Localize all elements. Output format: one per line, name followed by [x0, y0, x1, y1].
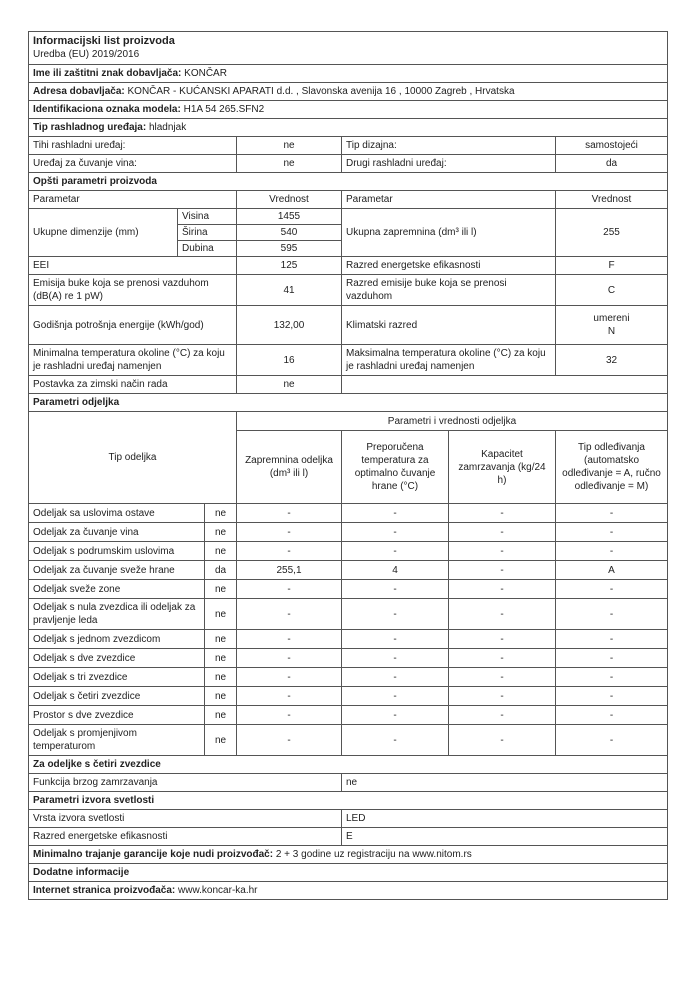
- model-id-label: Identifikaciona oznaka modela:: [33, 104, 181, 115]
- warranty-label: Minimalno trajanje garancije koje nudi proizvođač:: [33, 849, 274, 860]
- width-value: 540: [237, 225, 342, 241]
- compartment-volume: -: [237, 523, 342, 542]
- compartment-row: [29, 706, 668, 725]
- additional-section-title: Dodatne informacije: [29, 864, 668, 882]
- compartment-defrost: -: [556, 687, 668, 706]
- compartment-defrost: -: [556, 542, 668, 561]
- eei-value: 125: [237, 257, 342, 275]
- compartment-volume: -: [237, 599, 342, 630]
- height-label: Visina: [178, 209, 237, 225]
- compartment-capacity: -: [449, 630, 556, 649]
- light-class-value: E: [342, 828, 668, 846]
- compartment-capacity: -: [449, 649, 556, 668]
- compartment-name: Odeljak za čuvanje vina: [29, 523, 205, 542]
- compartment-name: Odeljak s jednom zvezdicom: [29, 630, 205, 649]
- compartment-row: [29, 630, 668, 649]
- other-label: Drugi rashladni uređaj:: [342, 155, 556, 173]
- general-header-row: [29, 191, 668, 209]
- compartment-present: ne: [205, 542, 237, 561]
- consumption-label: Godišnja potrošnja energije (kWh/god): [29, 306, 237, 345]
- appliance-type-row: [29, 119, 668, 137]
- climate-value: [556, 306, 668, 345]
- supplier-name-label: Ime ili zaštitni znak dobavljača:: [33, 68, 182, 79]
- compartment-capacity: -: [449, 687, 556, 706]
- compartment-row: [29, 561, 668, 580]
- compartment-row: [29, 542, 668, 561]
- depth-value: 595: [237, 241, 342, 257]
- design-label: Tip dizajna:: [342, 137, 556, 155]
- noise-value: 41: [237, 275, 342, 306]
- col-param-right: Parametar: [342, 191, 556, 209]
- wine-other-row: [29, 155, 668, 173]
- compartment-volume: -: [237, 580, 342, 599]
- max-temp-label: Maksimalna temperatura okoline (°C) za koju je rashladni uređaj namenjen: [342, 345, 556, 376]
- compartment-name: Prostor s dve zvezdice: [29, 706, 205, 725]
- compartment-volume: -: [237, 504, 342, 523]
- supplier-address-label: Adresa dobavljača:: [33, 86, 125, 97]
- depth-label: Dubina: [178, 241, 237, 257]
- energy-class-label: Razred energetske efikasnosti: [342, 257, 556, 275]
- winter-row: [29, 376, 668, 394]
- compartment-present: da: [205, 561, 237, 580]
- compartment-temp: -: [342, 599, 449, 630]
- dimension-height-row: [29, 209, 668, 225]
- supplier-address-value: KONČAR - KUĆANSKI APARATI d.d. , Slavonska avenija 16 , 10000 Zagreb , Hrvatska: [124, 86, 515, 97]
- compartment-temp: -: [342, 580, 449, 599]
- compartment-present: ne: [205, 630, 237, 649]
- compartment-temp: 4: [342, 561, 449, 580]
- compartment-name: Odeljak s podrumskim uslovima: [29, 542, 205, 561]
- compartment-present: ne: [205, 580, 237, 599]
- light-section-row: [29, 792, 668, 810]
- regulation-reference: Uredba (EU) 2019/2016: [33, 49, 140, 60]
- compartment-capacity: -: [449, 561, 556, 580]
- other-value: da: [556, 155, 668, 173]
- quiet-label: Tihi rashladni uređaj:: [29, 137, 237, 155]
- compartment-present: ne: [205, 706, 237, 725]
- compartment-name: Odeljak s nula zvezdica ili odeljak za pravljenje leda: [29, 599, 205, 630]
- appliance-type-value: hladnjak: [146, 122, 187, 133]
- compartment-defrost: -: [556, 649, 668, 668]
- empty-cell: [342, 376, 668, 394]
- winter-value: ne: [237, 376, 342, 394]
- width-label: Širina: [178, 225, 237, 241]
- light-class-row: [29, 828, 668, 846]
- wine-label: Uređaj za čuvanje vina:: [29, 155, 237, 173]
- noise-label: Emisija buke koja se prenosi vazduhom (dB(A) re 1 pW): [29, 275, 237, 306]
- col-value-left: Vrednost: [237, 191, 342, 209]
- compartment-volume: -: [237, 687, 342, 706]
- compartment-volume: -: [237, 630, 342, 649]
- website-row: [29, 882, 668, 900]
- light-section-title: Parametri izvora svetlosti: [29, 792, 668, 810]
- eei-row: [29, 257, 668, 275]
- quiet-value: ne: [237, 137, 342, 155]
- compartment-row: [29, 725, 668, 756]
- compartment-present: ne: [205, 687, 237, 706]
- compartment-capacity: -: [449, 580, 556, 599]
- warranty-row: [29, 846, 668, 864]
- compartment-type-header: Tip odeljka: [29, 412, 237, 504]
- quiet-design-row: [29, 137, 668, 155]
- compartment-present: ne: [205, 668, 237, 687]
- compartment-temp: -: [342, 523, 449, 542]
- compartment-volume: -: [237, 649, 342, 668]
- compartment-volume: -: [237, 542, 342, 561]
- supplier-name-value: KONČAR: [181, 68, 227, 79]
- climate-label: Klimatski razred: [342, 306, 556, 345]
- compartment-defrost: A: [556, 561, 668, 580]
- compartment-temp: -: [342, 706, 449, 725]
- col-compartment-temp: Preporučena temperatura za optimalno čuvanje hrane (°C): [342, 431, 449, 504]
- compartments-section-title: Parametri odjeljka: [29, 394, 668, 412]
- compartment-capacity: -: [449, 523, 556, 542]
- compartments-group-header-row: [29, 412, 668, 431]
- consumption-value: 132,00: [237, 306, 342, 345]
- website-label: Internet stranica proizvođača:: [33, 885, 176, 896]
- compartment-present: ne: [205, 599, 237, 630]
- general-section-row: [29, 173, 668, 191]
- four-star-section-title: Za odeljke s četiri zvezdice: [29, 756, 668, 774]
- dimensions-label: Ukupne dimenzije (mm): [29, 209, 178, 257]
- compartment-defrost: -: [556, 599, 668, 630]
- compartment-temp: -: [342, 542, 449, 561]
- compartment-volume: -: [237, 668, 342, 687]
- compartment-temp: -: [342, 668, 449, 687]
- sheet-title: Informacijski list proizvoda: [33, 35, 175, 47]
- height-value: 1455: [237, 209, 342, 225]
- light-type-label: Vrsta izvora svetlosti: [29, 810, 342, 828]
- supplier-address-row: [29, 83, 668, 101]
- compartments-section-row: [29, 394, 668, 412]
- warranty-value: 2 + 3 godine uz registraciju na www.nitom.rs: [273, 849, 472, 860]
- additional-section-row: [29, 864, 668, 882]
- compartment-capacity: -: [449, 504, 556, 523]
- compartment-name: Odeljak s promjenjivom temperaturom: [29, 725, 205, 756]
- compartment-defrost: -: [556, 630, 668, 649]
- compartment-row: [29, 599, 668, 630]
- compartment-row: [29, 687, 668, 706]
- appliance-type-label: Tip rashladnog uređaja:: [33, 122, 147, 133]
- compartment-present: ne: [205, 523, 237, 542]
- compartment-row: [29, 504, 668, 523]
- supplier-name-row: [29, 65, 668, 83]
- compartment-temp: -: [342, 504, 449, 523]
- compartment-defrost: -: [556, 668, 668, 687]
- col-param-left: Parametar: [29, 191, 237, 209]
- volume-value: 255: [556, 209, 668, 257]
- compartment-name: Odeljak s tri zvezdice: [29, 668, 205, 687]
- compartment-present: ne: [205, 649, 237, 668]
- website-value: www.koncar-ka.hr: [175, 885, 258, 896]
- design-value: samostojeći: [556, 137, 668, 155]
- compartment-temp: -: [342, 649, 449, 668]
- compartment-defrost: -: [556, 580, 668, 599]
- compartment-row: [29, 668, 668, 687]
- four-star-section-row: [29, 756, 668, 774]
- col-value-right: Vrednost: [556, 191, 668, 209]
- fast-freeze-value: ne: [342, 774, 668, 792]
- compartment-row: [29, 649, 668, 668]
- col-compartment-volume: Zapremnina odeljka (dm³ ili l): [237, 431, 342, 504]
- wine-value: ne: [237, 155, 342, 173]
- fast-freeze-row: [29, 774, 668, 792]
- compartment-capacity: -: [449, 668, 556, 687]
- light-type-row: [29, 810, 668, 828]
- model-id-value: H1A 54 265.SFN2: [180, 104, 265, 115]
- compartment-volume: 255,1: [237, 561, 342, 580]
- col-compartment-capacity: Kapacitet zamrzavanja (kg/24 h): [449, 431, 556, 504]
- fast-freeze-label: Funkcija brzog zamrzavanja: [29, 774, 342, 792]
- compartment-temp: -: [342, 725, 449, 756]
- compartment-defrost: -: [556, 523, 668, 542]
- compartment-capacity: -: [449, 542, 556, 561]
- climate-value-line-1: umereni: [593, 313, 630, 324]
- general-section-title: Opšti parametri proizvoda: [29, 173, 668, 191]
- min-temp-value: 16: [237, 345, 342, 376]
- compartment-temp: -: [342, 630, 449, 649]
- noise-row: [29, 275, 668, 306]
- compartment-volume: -: [237, 706, 342, 725]
- compartment-name: Odeljak za čuvanje sveže hrane: [29, 561, 205, 580]
- compartment-row: [29, 523, 668, 542]
- compartment-defrost: -: [556, 725, 668, 756]
- compartment-capacity: -: [449, 599, 556, 630]
- max-temp-value: 32: [556, 345, 668, 376]
- light-class-label: Razred energetske efikasnosti: [29, 828, 342, 846]
- volume-label: Ukupna zapremnina (dm³ ili l): [342, 209, 556, 257]
- compartment-group-header: Parametri i vrednosti odjeljka: [237, 412, 668, 431]
- consumption-row: [29, 306, 668, 345]
- compartment-volume: -: [237, 725, 342, 756]
- min-temp-label: Minimalna temperatura okoline (°C) za koju je rashladni uređaj namenjen: [29, 345, 237, 376]
- compartment-name: Odeljak s četiri zvezdice: [29, 687, 205, 706]
- climate-value-line-2: N: [607, 326, 616, 337]
- title-row: [29, 32, 668, 65]
- model-id-row: [29, 101, 668, 119]
- eei-label: EEI: [29, 257, 237, 275]
- compartment-defrost: -: [556, 504, 668, 523]
- compartment-present: ne: [205, 504, 237, 523]
- compartment-present: ne: [205, 725, 237, 756]
- compartment-name: Odeljak s dve zvezdice: [29, 649, 205, 668]
- noise-class-label: Razred emisije buke koja se prenosi vazduhom: [342, 275, 556, 306]
- product-information-sheet: [28, 31, 667, 900]
- winter-label: Postavka za zimski način rada: [29, 376, 237, 394]
- temperature-row: [29, 345, 668, 376]
- noise-class-value: C: [556, 275, 668, 306]
- col-compartment-defrost: Tip odleđivanja (automatsko odleđivanje = A, ručno odleđivanje = M): [556, 431, 668, 504]
- compartment-temp: -: [342, 687, 449, 706]
- compartment-name: Odeljak sa uslovima ostave: [29, 504, 205, 523]
- compartment-row: [29, 580, 668, 599]
- compartment-capacity: -: [449, 706, 556, 725]
- compartment-capacity: -: [449, 725, 556, 756]
- info-table: [28, 31, 668, 900]
- compartment-name: Odeljak sveže zone: [29, 580, 205, 599]
- compartment-defrost: -: [556, 706, 668, 725]
- light-type-value: LED: [342, 810, 668, 828]
- energy-class-value: F: [556, 257, 668, 275]
